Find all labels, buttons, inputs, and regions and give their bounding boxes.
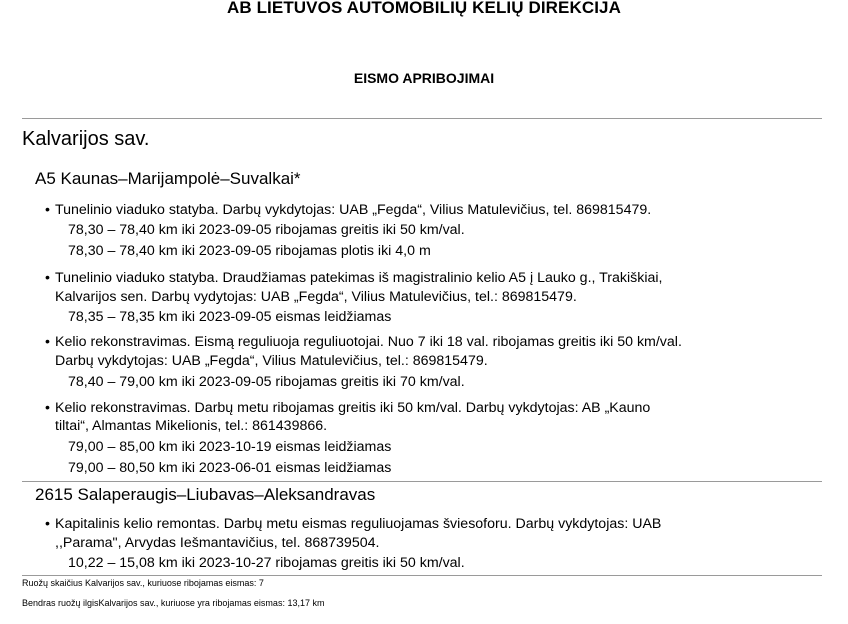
bullet-icon: • (45, 202, 50, 218)
bottom-divider (22, 575, 822, 576)
restriction-line: 78,40 – 79,00 km iki 2023-09-05 ribojamas greitis iki 70 km/val. (68, 374, 465, 390)
work-description-continued: Kalvarijos sen. Darbų vydytojas: UAB „Fegda“, Vilius Matulevičius, tel.: 869815479. (55, 289, 577, 305)
work-description-continued: tiltai“, Almantas Mikelionis, tel.: 861439866. (55, 418, 328, 434)
bullet-icon: • (45, 516, 50, 532)
work-description: Tunelinio viaduko statyba. Darbų vykdytojas: UAB „Fegda“, Vilius Matulevičius, tel. 869815479. (55, 202, 652, 218)
work-item (45, 516, 823, 534)
work-item (45, 202, 823, 220)
bullet-icon: • (45, 270, 50, 286)
restriction-line: 79,00 – 80,50 km iki 2023-06-01 eismas leidžiamas (68, 460, 392, 476)
total-length-note: Bendras ruožų ilgisKalvarijos sav., kuriuose yra ribojamas eismas: 13,17 km (22, 598, 325, 608)
restriction-line: 78,30 – 78,40 km iki 2023-09-05 ribojamas plotis iki 4,0 m (68, 243, 431, 259)
restriction-line: 78,30 – 78,40 km iki 2023-09-05 ribojamas greitis iki 50 km/val. (68, 222, 465, 238)
segments-count-note: Ruožų skaičius Kalvarijos sav., kuriuose ribojamas eismas: 7 (22, 578, 264, 588)
restriction-line: 78,35 – 78,35 km iki 2023-09-05 eismas leidžiamas (68, 309, 392, 325)
restriction-line: 79,00 – 85,00 km iki 2023-10-19 eismas leidžiamas (68, 439, 392, 455)
work-item (45, 334, 823, 352)
road-divider (22, 481, 822, 482)
road-title-a5: A5 Kaunas–Marijampolė–Suvalkai* (35, 169, 301, 188)
work-item (45, 270, 823, 288)
bullet-icon: • (45, 334, 50, 350)
top-divider (22, 118, 822, 119)
work-description: Kelio rekonstravimas. Darbų metu ribojamas greitis iki 50 km/val. Darbų vykdytojas: AB „Kauno (55, 400, 651, 416)
bullet-icon: • (45, 400, 50, 416)
municipality-heading: Kalvarijos sav. (22, 128, 150, 150)
work-description-continued: ,,Parama", Arvydas Iešmantavičius, tel. 868739504. (55, 535, 380, 551)
work-description: Tunelinio viaduko statyba. Draudžiamas patekimas iš magistralinio kelio A5 į Lauko g., Trakiškiai, (55, 270, 663, 286)
work-description: Kelio rekonstravimas. Eismą reguliuoja reguliuotojai. Nuo 7 iki 18 val. ribojamas greitis iki 50 km/val. (55, 334, 682, 350)
road-title-2615: 2615 Salaperaugis–Liubavas–Aleksandravas (35, 485, 376, 504)
work-description-continued: Darbų vykdytojas: UAB „Fegda“, Vilius Matulevičius, tel.: 869815479. (55, 353, 488, 369)
work-item (45, 400, 823, 418)
organization-title: AB LIETUVOS AUTOMOBILIŲ KELIŲ DIREKCIJA (227, 0, 621, 17)
work-description: Kapitalinis kelio remontas. Darbų metu eismas reguliuojamas šviesoforu. Darbų vykdytojas: UAB (55, 516, 662, 532)
restriction-line: 10,22 – 15,08 km iki 2023-10-27 ribojamas greitis iki 50 km/val. (68, 555, 465, 571)
document-title: EISMO APRIBOJIMAI (353, 70, 495, 86)
